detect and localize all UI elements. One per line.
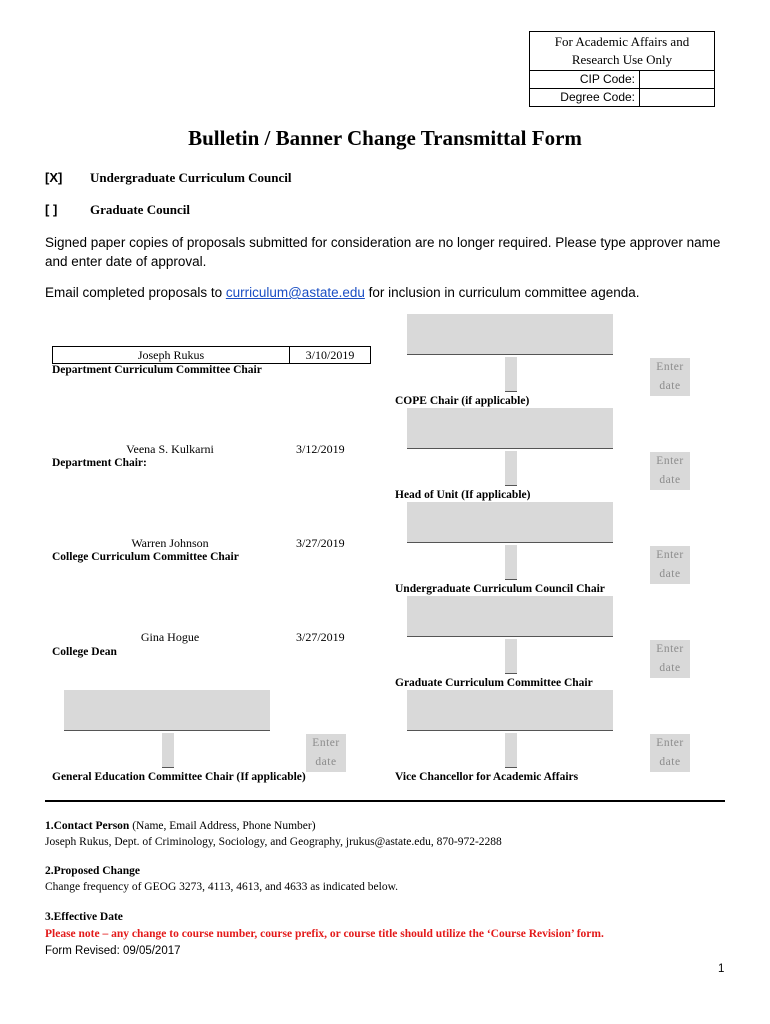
gen-ed-date-field[interactable] [306,734,346,772]
use-only-heading: For Academic Affairs and Research Use Only [530,32,714,71]
section-divider [45,800,725,802]
form-revised-date: Form Revised: 09/05/2017 [45,945,181,957]
cip-code-row [530,71,714,89]
grad-curriculum-chair-label: Graduate Curriculum Committee Chair [395,677,593,689]
cope-chair-signature-field[interactable] [505,357,517,392]
vc-academic-affairs-name-field[interactable] [407,690,613,731]
enter-date-bottom: date [659,568,681,580]
enter-date-top: Enter [656,361,684,373]
cope-chair-date-field[interactable] [650,358,690,396]
grad-curriculum-chair-signature-field[interactable] [505,639,517,674]
college-curriculum-chair-date[interactable]: 3/27/2019 [296,536,345,550]
dept-curriculum-chair-label: Department Curriculum Committee Chair [52,364,262,376]
ucc-label: Undergraduate Curriculum Council [90,170,292,185]
ucc-chair-date-field[interactable] [650,546,690,584]
graduate-council-checkbox[interactable]: [ ] [45,202,58,217]
enter-date-top: Enter [312,737,340,749]
college-dean-name[interactable]: Gina Hogue [140,630,200,644]
enter-date-bottom: date [659,474,681,486]
contact-person-heading: 1.Contact Person [45,820,130,832]
proposed-change-heading: 2.Proposed Change [45,865,140,877]
cip-code-field[interactable] [640,71,714,88]
ucc-checkbox[interactable]: [X] [45,170,63,185]
instructions-paragraph: Signed paper copies of proposals submitted for consideration are no longer required. Please type approver name and enter date of approval. [45,235,721,269]
enter-date-bottom: date [659,380,681,392]
ucc-chair-name-field[interactable] [407,502,613,543]
enter-date-top: Enter [656,549,684,561]
head-of-unit-name-field[interactable] [407,408,613,449]
cope-chair-name-field[interactable] [407,314,613,355]
college-curriculum-chair-name[interactable]: Warren Johnson [131,536,209,550]
dept-chair-name[interactable]: Veena S. Kulkarni [126,442,214,456]
enter-date-bottom: date [315,756,337,768]
enter-date-bottom: date [659,662,681,674]
contact-person-heading-line [45,820,316,832]
contact-person-hint: (Name, Email Address, Phone Number) [129,820,316,832]
degree-code-field[interactable] [640,89,714,106]
enter-date-top: Enter [656,455,684,467]
gen-ed-chair-signature-field[interactable] [162,733,174,768]
academic-affairs-use-box [529,31,715,107]
email-text-before: Email completed proposals to [45,285,226,300]
degree-code-row [530,89,714,106]
gen-ed-chair-label: General Education Committee Chair (If applicable) [52,771,306,783]
approval-date[interactable]: 3/10/2019 [305,348,355,362]
graduate-council-label: Graduate Council [90,202,191,217]
curriculum-email-link[interactable]: curriculum@astate.edu [225,285,365,300]
college-dean-label: College Dean [52,646,117,658]
enter-date-bottom: date [659,756,681,768]
email-instructions [45,283,725,302]
degree-code-label: Degree Code: [530,89,640,106]
form-title: Bulletin / Banner Change Transmittal Form [188,126,582,150]
dept-chair-label: Department Chair: [52,457,147,469]
college-dean-date[interactable]: 3/27/2019 [296,630,345,644]
head-of-unit-signature-field[interactable] [505,451,517,486]
head-of-unit-label: Head of Unit (If applicable) [395,489,531,501]
cip-code-label: CIP Code: [530,71,640,88]
cope-chair-label: COPE Chair (if applicable) [395,395,530,407]
vc-academic-affairs-signature-field[interactable] [505,733,517,768]
vc-academic-affairs-date-field[interactable] [650,734,690,772]
vc-academic-affairs-label: Vice Chancellor for Academic Affairs [395,771,579,783]
grad-curriculum-chair-name-field[interactable] [407,596,613,637]
page-number: 1 [718,963,725,975]
course-revision-note: Please note – any change to course number, course prefix, or course title should utilize the ‘Course Revision’ form. [45,928,604,940]
dept-chair-date[interactable]: 3/12/2019 [296,442,345,456]
contact-person-value[interactable]: Joseph Rukus, Dept. of Criminology, Sociology, and Geography, jrukus@astate.edu, 870-972-2288 [45,836,502,848]
proposed-change-value[interactable]: Change frequency of GEOG 3273, 4113, 4613, and 4633 as indicated below. [45,881,399,893]
ucc-chair-signature-field[interactable] [505,545,517,580]
grad-curriculum-chair-date-field[interactable] [650,640,690,678]
college-curriculum-chair-label: College Curriculum Committee Chair [52,551,239,563]
approver-name[interactable]: Joseph Rukus [53,347,290,363]
gen-ed-chair-name-field[interactable] [64,690,270,731]
head-of-unit-date-field[interactable] [650,452,690,490]
signature-row-dept-curriculum [52,346,371,364]
enter-date-top: Enter [656,737,684,749]
email-text-after: for inclusion in curriculum committee agenda. [364,285,640,300]
effective-date-heading: 3.Effective Date [45,911,123,923]
enter-date-top: Enter [656,643,684,655]
ucc-chair-label: Undergraduate Curriculum Council Chair [395,583,605,595]
